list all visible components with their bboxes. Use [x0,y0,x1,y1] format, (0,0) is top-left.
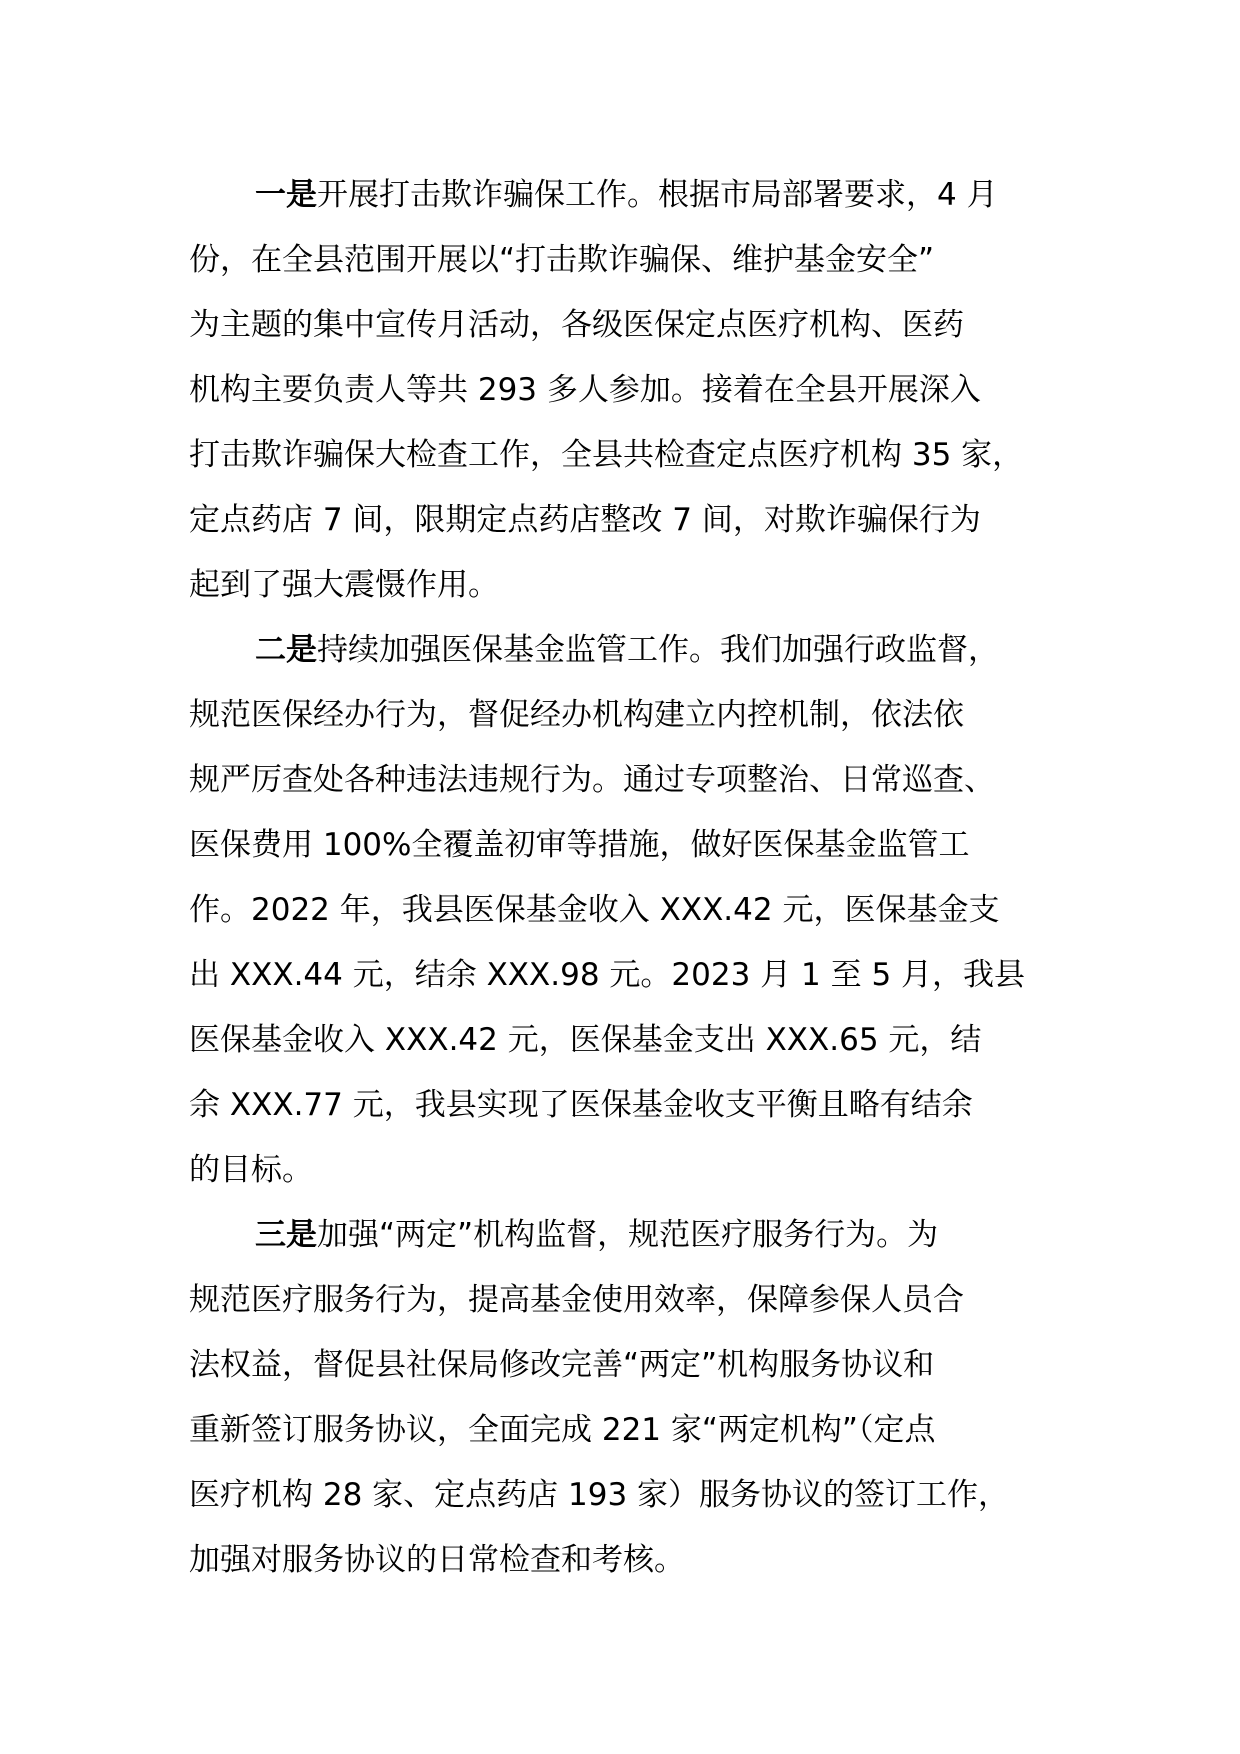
paragraph-1 [189,163,1079,618]
text-line: 余 XXX.77 元，我县实现了医保基金收支平衡且略有结余 [189,1087,973,1123]
text-line: 三是加强“两定”机构监督，规范医疗服务行为。为 [255,1217,939,1253]
text-line: 医保费用 100%全覆盖初审等措施，做好医保基金监管工 [189,827,970,863]
text-line: 作。2022 年，我县医保基金收入 XXX.42 元，医保基金支 [189,892,1000,928]
text-line: 机构主要负责人等共 293 多人参加。接着在全县开展深入 [189,372,981,408]
paragraph-lead: 二是 [255,632,317,668]
paragraph-2 [189,618,1079,1203]
text-line: 为主题的集中宣传月活动，各级医保定点医疗机构、医药 [189,307,964,343]
text-line: 出 XXX.44 元，结余 XXX.98 元。2023 月 1 至 5 月，我县 [189,957,1026,993]
text-line: 一是开展打击欺诈骗保工作。根据市局部署要求，4 月 [255,177,998,213]
text-line: 起到了强大震慑作用。 [189,567,499,603]
paragraph-lead: 一是 [255,177,317,213]
text-line: 二是持续加强医保基金监管工作。我们加强行政监督， [255,632,999,668]
text-line: 定点药店 7 间，限期定点药店整改 7 间，对欺诈骗保行为 [189,502,981,538]
text-line: 规严厉查处各种违法违规行为。通过专项整治、日常巡查、 [189,762,995,798]
text-line: 的目标。 [189,1152,313,1188]
text-line: 医保基金收入 XXX.42 元，医保基金支出 XXX.65 元，结 [189,1022,982,1058]
body-text [189,163,1079,1593]
paragraph-lead: 三是 [255,1217,317,1253]
paragraph-3 [189,1203,1079,1593]
text-line: 医疗机构 28 家、定点药店 193 家）服务协议的签订工作， [189,1477,1010,1513]
text-line: 重新签订服务协议，全面完成 221 家“两定机构”（定点 [189,1412,936,1448]
text-line: 份，在全县范围开展以“打击欺诈骗保、维护基金安全” [189,242,935,278]
text-line: 打击欺诈骗保大检查工作，全县共检查定点医疗机构 35 家， [189,437,1024,473]
text-line: 法权益，督促县社保局修改完善“两定”机构服务协议和 [189,1347,935,1383]
text-line: 规范医疗服务行为，提高基金使用效率，保障参保人员合 [189,1282,964,1318]
text-line: 加强对服务协议的日常检查和考核。 [189,1542,685,1578]
text-line: 规范医保经办行为，督促经办机构建立内控机制，依法依 [189,697,964,733]
